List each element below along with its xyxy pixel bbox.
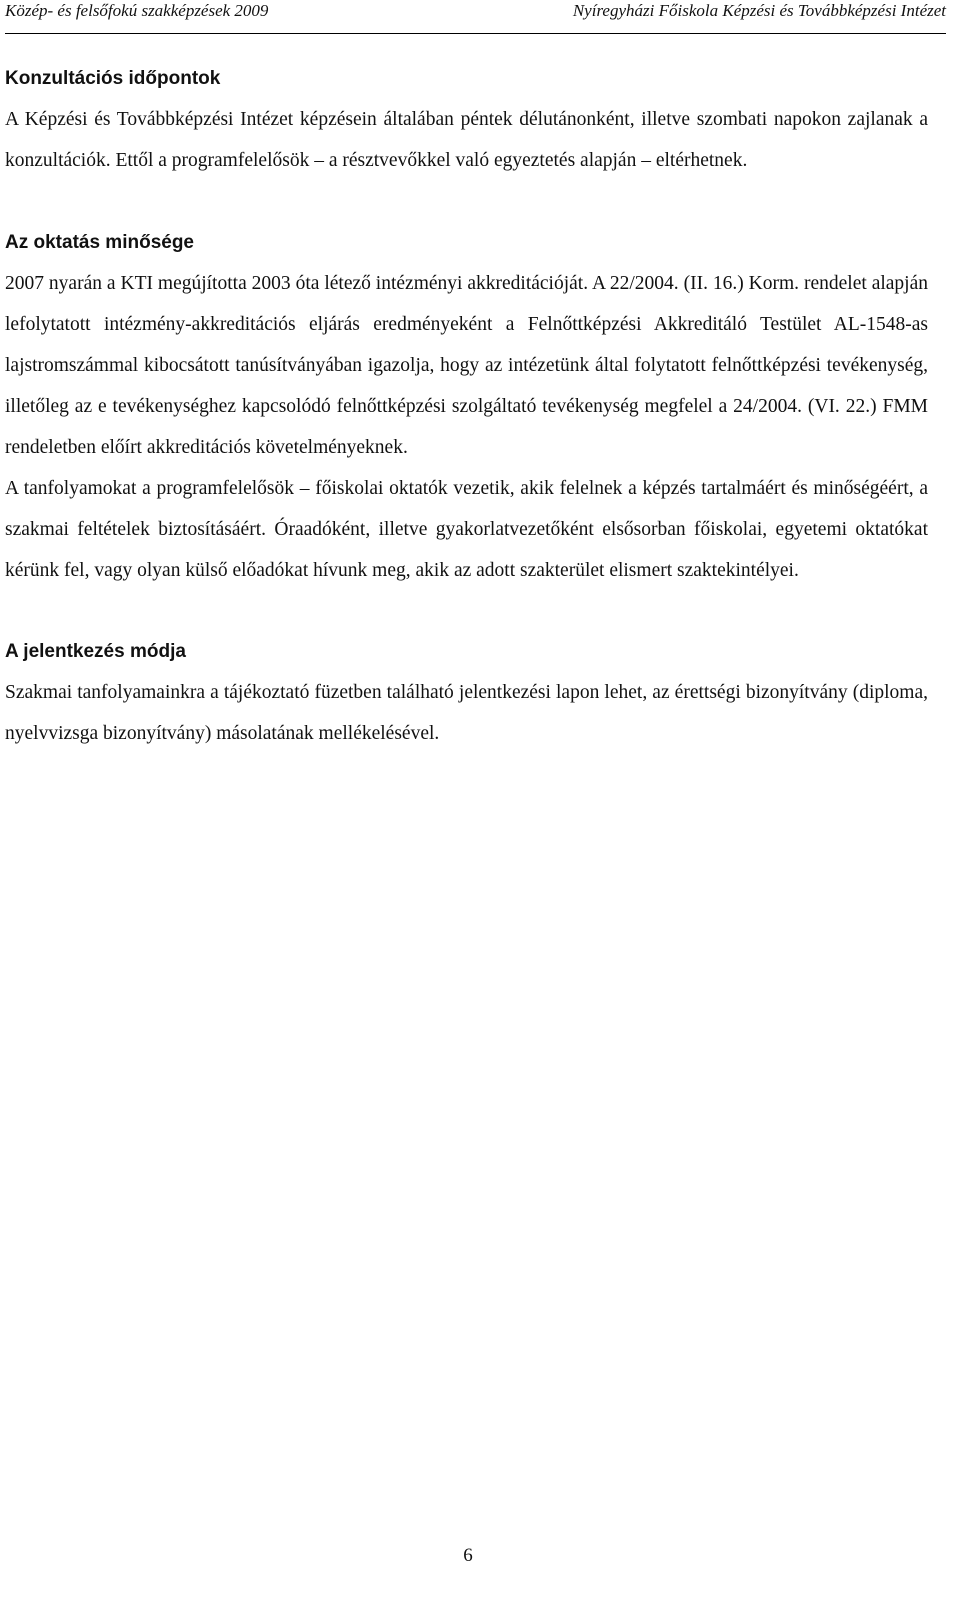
quality-paragraph-accreditation: 2007 nyarán a KTI megújította 2003 óta létező intézményi akkreditációját. A 22/2004. (II. 16.) Korm. rendelet alapján lefolytatott intézmény-akkreditációs eljárás eredményeként a Felnőttképzési Akkreditáló Testület AL-1548-as lajstromszámmal kibocsátott tanúsítványában igazolja, hogy az intézetünk által folytatott felnőttképzési tevékenység, illetőleg az e tevékenységhez kapcsolódó felnőttképzési szolgáltató tevékenység megfelel a 24/2004. (VI. 22.) FMM rendeletben előírt akkreditációs követelményeknek. [5,273,928,458]
page-number: 6 [463,1545,473,1566]
document-body [5,58,928,754]
quality-heading: Az oktatás minősége [5,232,194,253]
header-title-left: Közép- és felsőfokú szakképzések 2009 [5,1,269,20]
consultation-paragraph: A Képzési és Továbbképzési Intézet képzésein általában péntek délutánonként, illetve szombati napokon zajlanak a konzultációk. Ettől a programfelelősök – a résztvevőkkel való egyeztetés alapján – eltérhetnek. [5,109,928,171]
running-header [5,0,946,34]
application-heading: A jelentkezés módja [5,641,186,662]
header-title-right: Nyíregyházi Főiskola Képzési és Továbbképzési Intézet [572,1,946,20]
quality-paragraph-instructors: A tanfolyamokat a programfelelősök – főiskolai oktatók vezetik, akik felelnek a képzés tartalmáért és minőségéért, a szakmai feltételek biztosításáért. Óraadóként, illetve gyakorlatvezetőként elsősorban főiskolai, egyetemi oktatókat kérünk fel, vagy olyan külső előadókat hívunk meg, akik az adott szakterület elismert szaktekintélyei. [5,478,928,581]
application-paragraph: Szakmai tanfolyamainkra a tájékoztató füzetben található jelentkezési lapon lehet, az érettségi bizonyítvány (diploma, nyelvvizsga bizonyítvány) másolatának mellékelésével. [5,682,928,744]
consultation-heading: Konzultációs időpontok [5,68,221,89]
